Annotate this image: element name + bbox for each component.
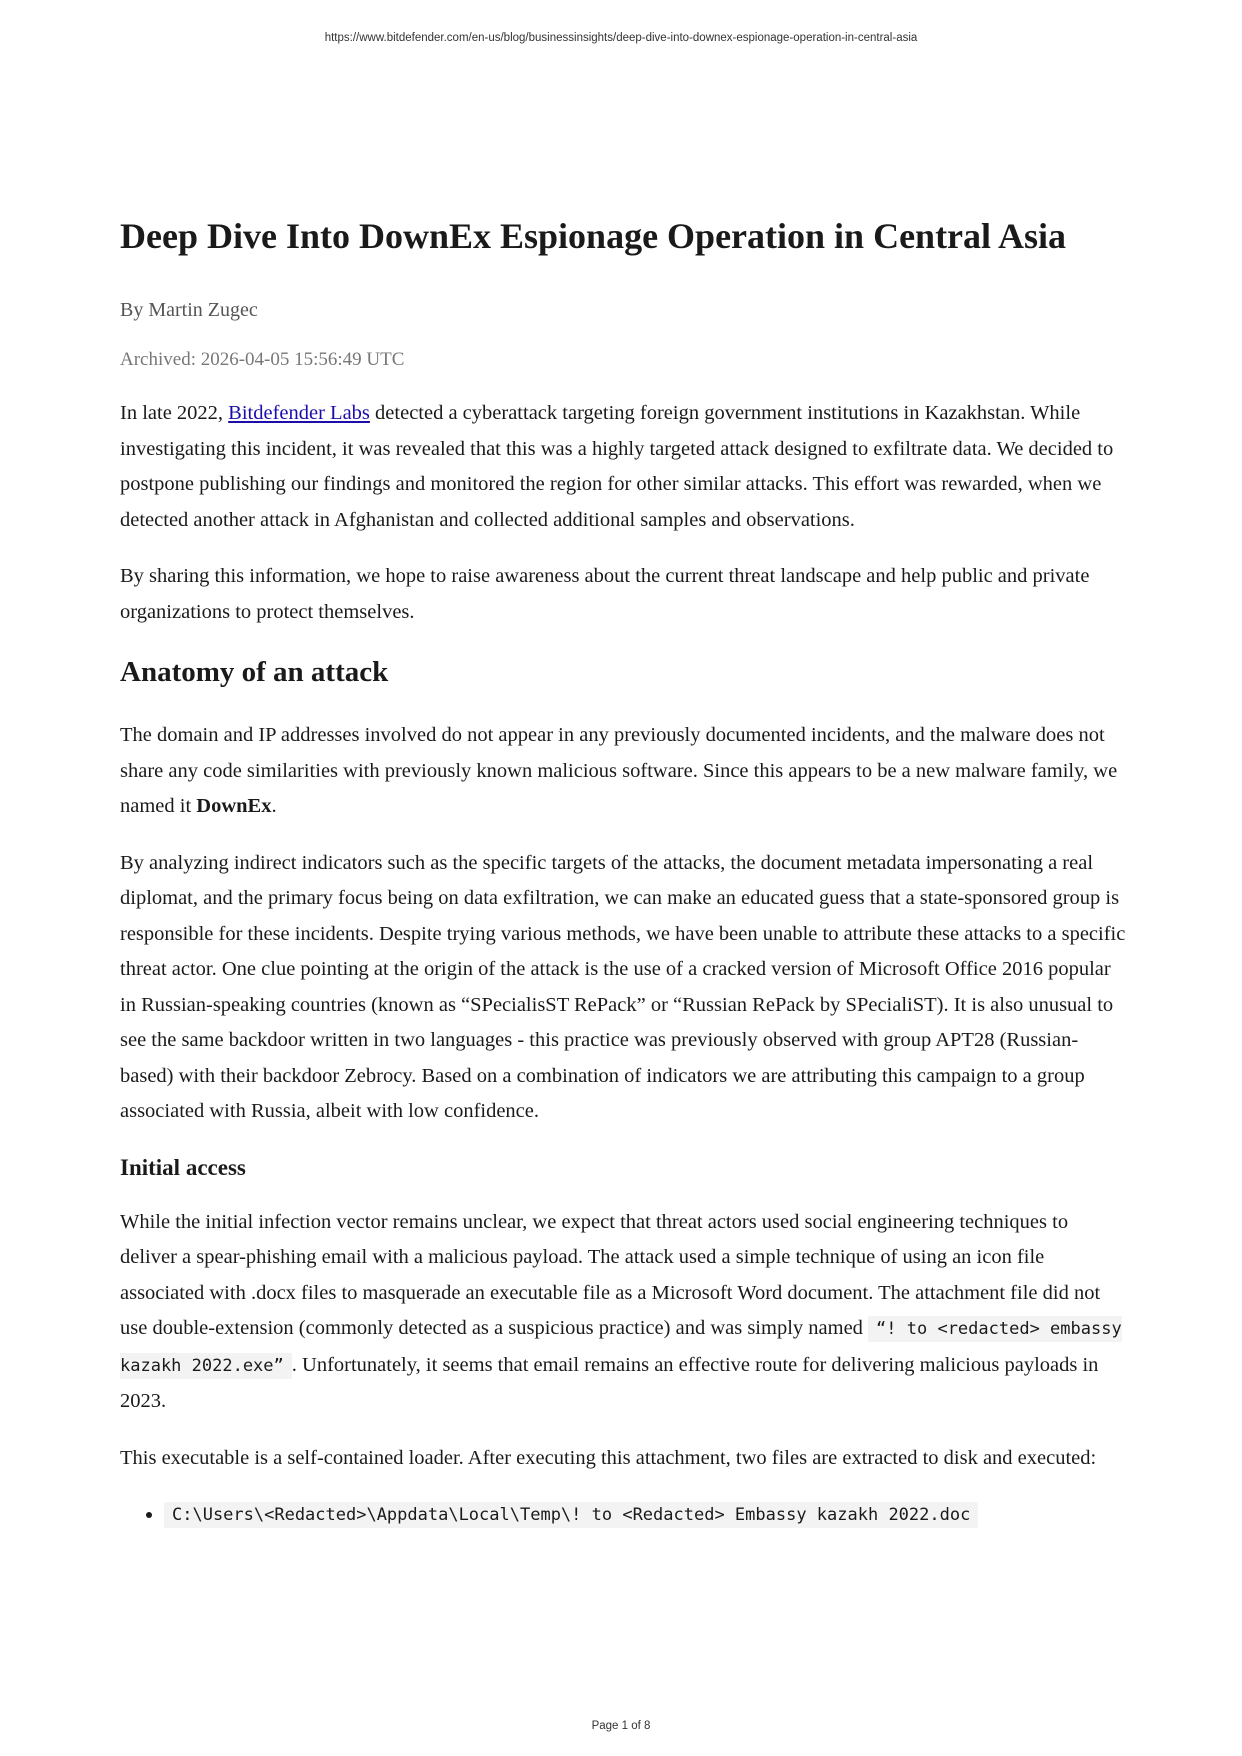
- byline: By Martin Zugec: [120, 299, 258, 321]
- file-path: C:\Users\<Redacted>\Appdata\Local\Temp\! to <Redacted> Embassy kazakh 2022.doc: [164, 1502, 978, 1528]
- extracted-files-list: [120, 1497, 1130, 1532]
- malware-name: DownEx: [196, 795, 272, 817]
- bitdefender-labs-link[interactable]: Bitdefender Labs: [228, 402, 370, 424]
- intro-paragraph: In late 2022, Bitdefender Labs detected a cyberattack targeting foreign government institutions in Kazakhstan. While investigating this incident, it was revealed that this was a highly targeted attack designed to exfiltrate data. We decided to postpone publishing our findings and monitored the region for other similar attacks. This effort was rewarded, when we detected another attack in Afghanistan and collected additional samples and observations.: [120, 402, 1114, 531]
- article-title: Deep Dive Into DownEx Espionage Operation in Central Asia: [120, 216, 1067, 256]
- loader-paragraph: This executable is a self-contained loader. After executing this attachment, two files are extracted to disk and executed:: [120, 1446, 1097, 1469]
- attachment-filename: “! to <redacted> embassy kazakh 2022.exe”: [120, 1316, 1122, 1379]
- section-heading-initial-access: Initial access: [120, 1154, 246, 1180]
- article: [120, 212, 1130, 1532]
- initial-access-paragraph: While the initial infection vector remains unclear, we expect that threat actors used social engineering techniques to deliver a spear-phishing email with a malicious payload. The attack used a simple technique of using an icon file associated with .docx files to masquerade an executable file as a Microsoft Word document. The attachment file did not use double-extension (commonly detected as a suspicious practice) and was simply named “! to <redacted> embassy kazakh 2022.exe” . Unfortunately, it seems that email remains an effective route for delivering malicious payloads in 2023.: [120, 1210, 1122, 1412]
- awareness-paragraph: By sharing this information, we hope to raise awareness about the current threat landscape and help public and private organizations to protect themselves.: [120, 565, 1090, 623]
- page-number: Page 1 of 8: [591, 1720, 651, 1732]
- malware-family-paragraph: The domain and IP addresses involved do not appear in any previously documented incidents, and the malware does not share any code similarities with previously known malicious software. Since this appears to be a new malware family, we named it DownEx.: [120, 724, 1118, 817]
- section-heading-anatomy: Anatomy of an attack: [120, 656, 389, 688]
- source-url: https://www.bitdefender.com/en-us/blog/businessinsights/deep-dive-into-downex-espionage-operation-in-central-asia: [324, 32, 918, 44]
- list-item: [164, 1497, 1130, 1532]
- attribution-paragraph: By analyzing indirect indicators such as the specific targets of the attacks, the document metadata impersonating a real diplomat, and the primary focus being on data exfiltration, we can make an educated guess that a state-sponsored group is responsible for these incidents. Despite trying various methods, we have been unable to attribute these attacks to a specific threat actor. One clue pointing at the origin of the attack is the use of a cracked version of Microsoft Office 2016 popular in Russian-speaking countries (known as “SPecialisST RePack” or “Russian RePack by SPecialiST). It is also unusual to see the same backdoor written in two languages - this practice was previously observed with group APT28 (Russian-based) with their backdoor Zebrocy. Based on a combination of indicators we are attributing this campaign to a group associated with Russia, albeit with low confidence.: [120, 851, 1126, 1122]
- archived-timestamp: Archived: 2026-04-05 15:56:49 UTC: [120, 349, 405, 370]
